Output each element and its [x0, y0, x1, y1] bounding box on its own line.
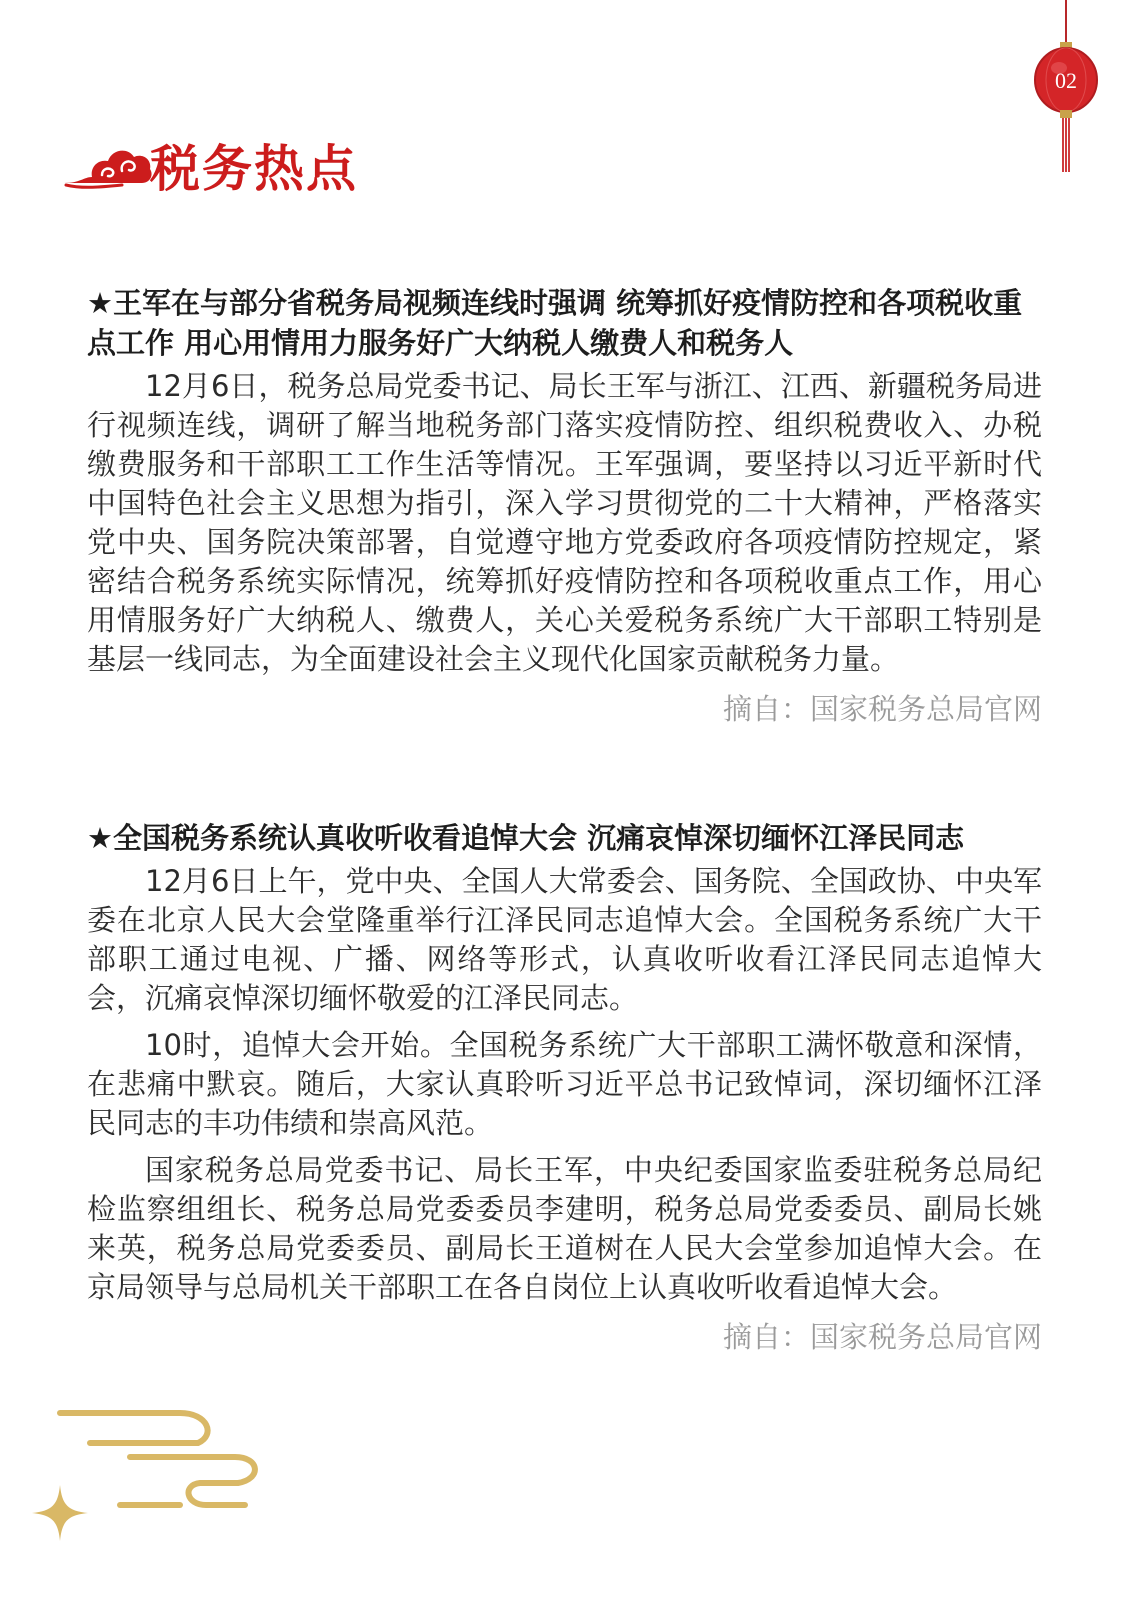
article-1: [87, 283, 1042, 729]
lantern-icon: [1031, 0, 1101, 180]
sparkle-star-icon: [32, 1485, 88, 1541]
section-header: [62, 130, 358, 200]
article-2: [87, 818, 1042, 1357]
article-paragraph: 12月6日上午，党中央、全国人大常委会、国务院、全国政协、中央军委在北京人民大会堂隆重举行江泽民同志追悼大会。全国税务系统广大干部职工通过电视、广播、网络等形式，认真收听收看江泽民同志追悼大会，沉痛哀悼深切缅怀敬爱的江泽民同志。: [87, 864, 1042, 1015]
gold-wave-decoration: [30, 1405, 280, 1555]
article-source: 摘自：国家税务总局官网: [722, 1320, 1042, 1354]
section-title: 税务热点: [150, 140, 358, 198]
article-paragraph: 10时，追悼大会开始。全国税务系统广大干部职工满怀敬意和深情，在悲痛中默哀。随后，大家认真聆听习近平总书记致悼词，深切缅怀江泽民同志的丰功伟绩和崇高风范。: [87, 1028, 1042, 1140]
article-paragraph: 国家税务总局党委书记、局长王军，中央纪委国家监委驻税务总局纪检监察组组长、税务总局党委委员李建明，税务总局党委委员、副局长姚来英，税务总局党委委员、副局长王道树在人民大会堂参加追悼大会。在京局领导与总局机关干部职工在各自岗位上认真收听收看追悼大会。: [87, 1153, 1042, 1304]
article-source: 摘自：国家税务总局官网: [722, 692, 1042, 726]
page-number: 02: [1055, 68, 1077, 93]
article-headline: ★全国税务系统认真收听收看追悼大会 沉痛哀悼深切缅怀江泽民同志: [87, 821, 965, 855]
auspicious-cloud-icon: [62, 137, 154, 193]
article-headline: ★王军在与部分省税务局视频连线时强调 统筹抓好疫情防控和各项税收重点工作 用心用情用力服务好广大纳税人缴费人和税务人: [87, 286, 1023, 360]
article-paragraph: 12月6日，税务总局党委书记、局长王军与浙江、江西、新疆税务局进行视频连线，调研了解当地税务部门落实疫情防控、组织税费收入、办税缴费服务和干部职工工作生活等情况。王军强调，要坚持以习近平新时代中国特色社会主义思想为指引，深入学习贯彻党的二十大精神，严格落实党中央、国务院决策部署，自觉遵守地方党委政府各项疫情防控规定，紧密结合税务系统实际情况，统筹抓好疫情防控和各项税收重点工作，用心用情服务好广大纳税人、缴费人，关心关爱税务系统广大干部职工特别是基层一线同志，为全面建设社会主义现代化国家贡献税务力量。: [87, 369, 1042, 676]
